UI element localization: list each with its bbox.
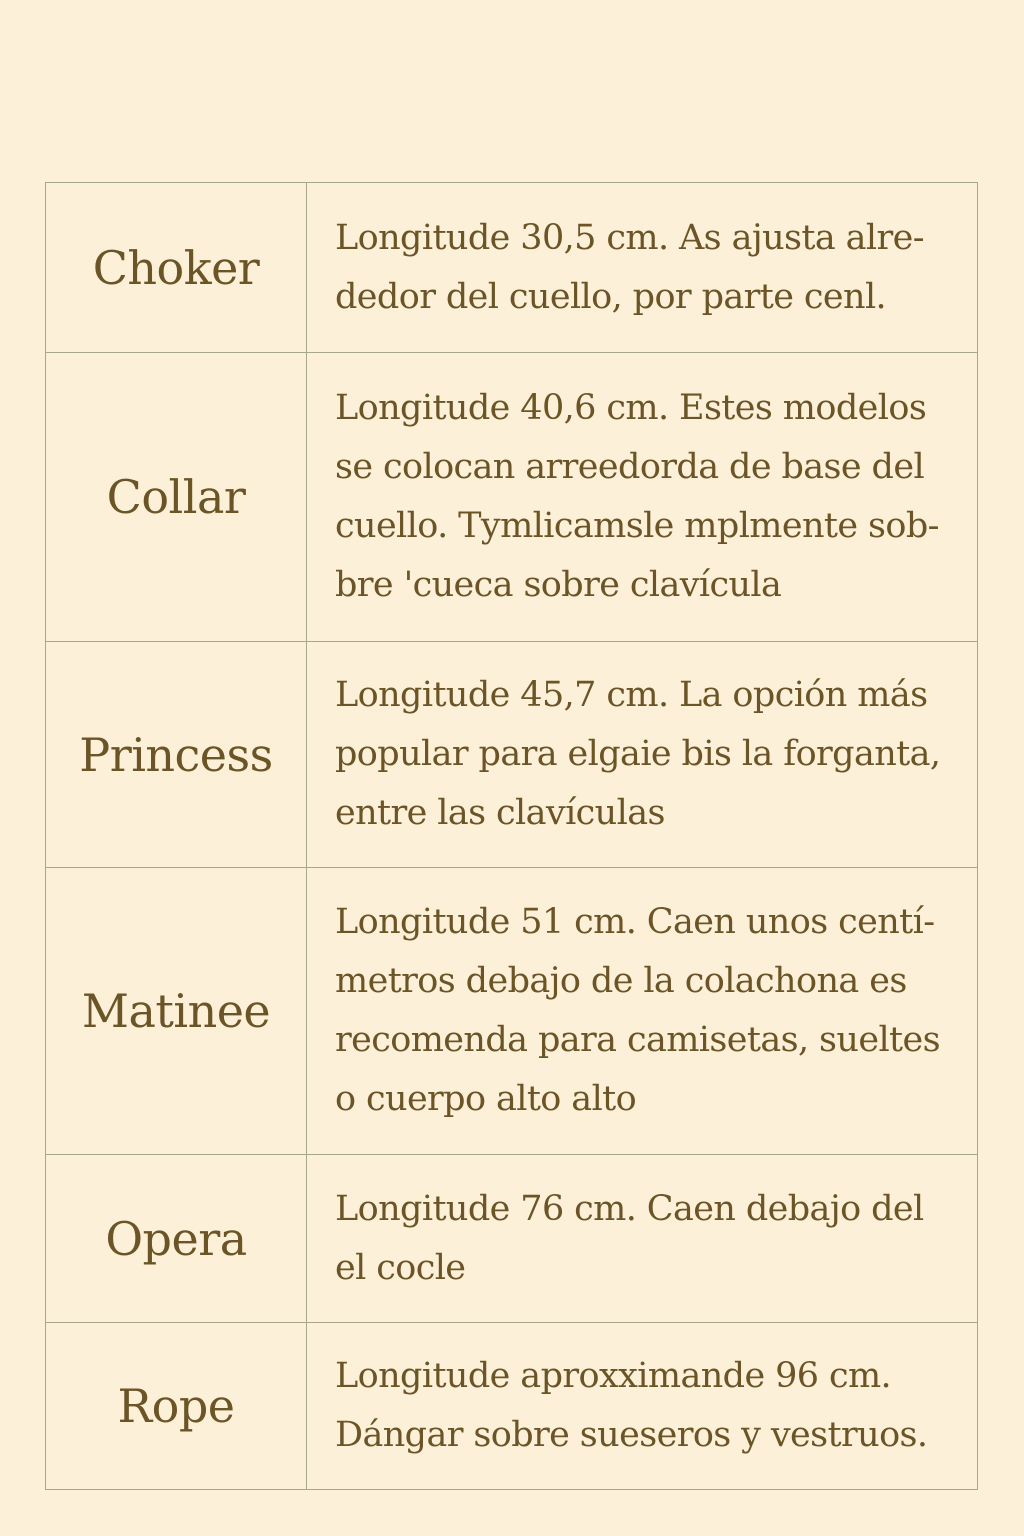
necklace-type-description: [307, 642, 977, 867]
table-row-opera: [46, 1154, 977, 1322]
necklace-type-name: Matinee: [46, 868, 307, 1154]
necklace-type-name: Princess: [46, 642, 307, 867]
necklace-type-name: Collar: [46, 353, 307, 641]
description-text: Longitude 51 cm. Caen unos centí-metros debajo de la colachona es recomenda para camisetas, sueltes o cuerpo alto alto: [335, 902, 940, 1119]
description-text: Longitude 76 cm. Caen debajo del el cocle: [335, 1188, 924, 1288]
description-text: Longitude 40,6 cm. Estes modelos se colocan arreedorda de base del cuello. Tymlicamsle mplmente sob-bre 'cueca sobre clavícula: [335, 388, 939, 605]
necklace-length-table: [45, 182, 978, 1490]
table-row-choker: [46, 183, 977, 352]
necklace-type-description: [307, 1155, 977, 1322]
description-text: Longitude 45,7 cm. La opción más popular para elgaie bis la forganta, entre las clavículas: [335, 675, 941, 833]
necklace-type-name: Rope: [46, 1323, 307, 1489]
description-text: Longitude aproxximande 96 cm. Dángar sobre sueseros y vestruos.: [335, 1356, 928, 1455]
table-row-princess: [46, 641, 977, 867]
necklace-type-description: [307, 868, 977, 1154]
necklace-type-description: [307, 353, 977, 641]
necklace-type-description: [307, 1323, 977, 1489]
table-row-collar: [46, 352, 977, 641]
table-row-matinee: [46, 867, 977, 1154]
necklace-type-description: [307, 183, 977, 352]
necklace-type-name: Opera: [46, 1155, 307, 1322]
table-row-rope: [46, 1322, 977, 1489]
necklace-type-name: Choker: [46, 183, 307, 352]
description-text: Longitude 30,5 cm. As ajusta alre-dedor del cuello, por parte cenl.: [335, 217, 924, 317]
